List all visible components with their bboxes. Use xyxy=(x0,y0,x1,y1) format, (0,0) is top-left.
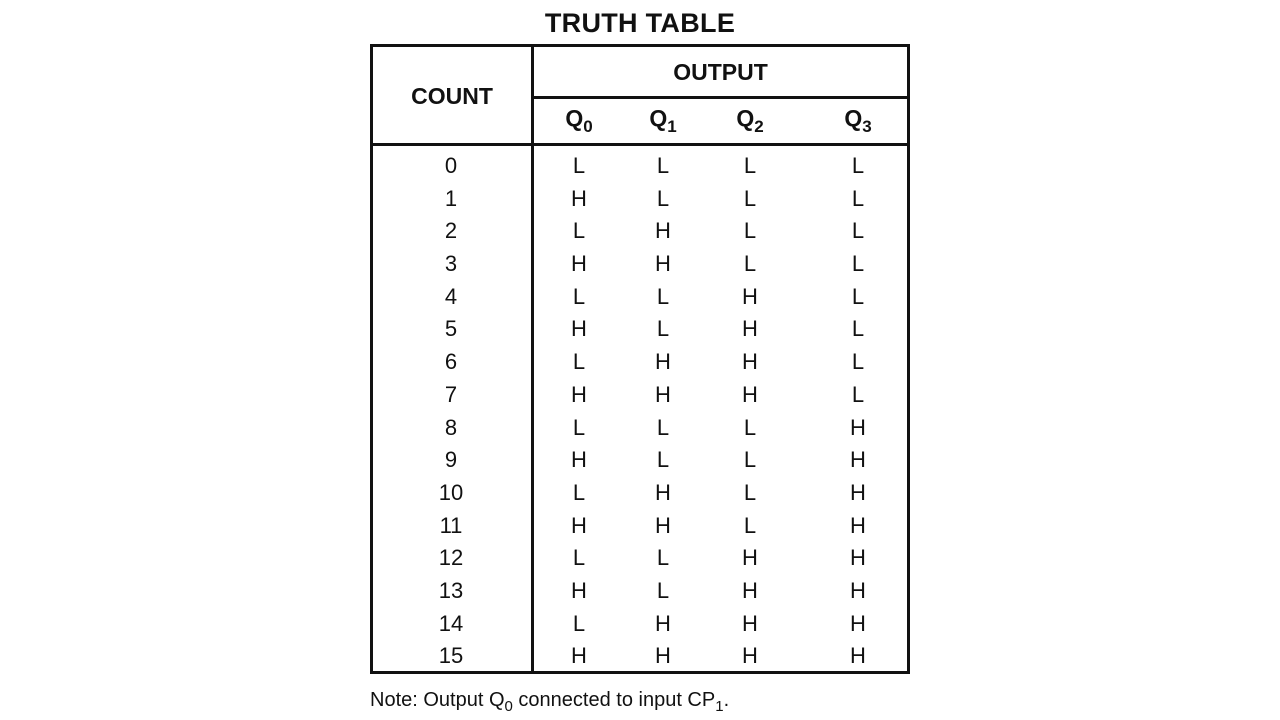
q1-cell: L xyxy=(656,153,670,178)
q3-cell: H xyxy=(850,447,866,473)
q0-cell: L xyxy=(572,218,586,244)
q3-column-header: $Q_3$ xyxy=(844,105,872,136)
q0-cell: H xyxy=(571,643,587,669)
output-header-divider xyxy=(531,96,907,99)
q0-cell: H xyxy=(571,185,587,211)
q1-cell: L xyxy=(656,316,670,342)
q2-cell: H xyxy=(742,316,758,342)
q3-cell: H xyxy=(850,414,866,440)
q0-cell: L xyxy=(572,610,586,636)
q2-cell: L xyxy=(743,185,757,211)
count-cell: 9 xyxy=(444,447,458,473)
q3-cell: L xyxy=(851,153,865,178)
table-row xyxy=(373,412,907,445)
q3-cell: H xyxy=(850,479,866,505)
output-column-group-header: OUTPUT xyxy=(673,59,768,85)
q3-cell: L xyxy=(851,283,865,309)
count-cell: 0 xyxy=(444,153,458,178)
table-row xyxy=(373,379,907,412)
count-column-header: COUNT xyxy=(411,83,493,109)
q2-cell: L xyxy=(743,153,757,178)
q1-cell: H xyxy=(655,610,671,636)
table-row xyxy=(373,477,907,510)
table-row xyxy=(373,215,907,248)
q0-cell: L xyxy=(572,479,586,505)
q3-cell: H xyxy=(850,643,866,669)
q1-cell: H xyxy=(655,512,671,538)
q2-cell: H xyxy=(742,577,758,603)
count-cell: 3 xyxy=(444,251,458,277)
q1-cell: H xyxy=(655,479,671,505)
q1-cell: L xyxy=(656,577,670,603)
q3-cell: L xyxy=(851,316,865,342)
q3-cell: L xyxy=(851,185,865,211)
q1-cell: L xyxy=(656,545,670,571)
table-row xyxy=(373,150,907,183)
q2-cell: L xyxy=(743,251,757,277)
q0-cell: H xyxy=(571,447,587,473)
table-row xyxy=(373,640,907,673)
q0-cell: H xyxy=(571,381,587,407)
header-divider xyxy=(373,143,907,146)
q0-cell: H xyxy=(571,251,587,277)
q2-cell: H xyxy=(742,610,758,636)
q0-cell: L xyxy=(572,283,586,309)
q1-cell: L xyxy=(656,185,670,211)
count-cell: 10 xyxy=(438,479,464,505)
q1-cell: L xyxy=(656,447,670,473)
count-cell: 2 xyxy=(444,218,458,244)
count-cell: 12 xyxy=(438,545,464,571)
q0-cell: L xyxy=(572,414,586,440)
q2-cell: L xyxy=(743,218,757,244)
q2-cell: H xyxy=(742,381,758,407)
count-cell: 5 xyxy=(444,316,458,342)
q2-cell: H xyxy=(742,643,758,669)
table-row xyxy=(373,444,907,477)
q1-cell: H xyxy=(655,218,671,244)
count-cell: 7 xyxy=(444,381,458,407)
q0-cell: H xyxy=(571,512,587,538)
q3-cell: L xyxy=(851,349,865,375)
q2-cell: H xyxy=(742,349,758,375)
q0-cell: H xyxy=(571,316,587,342)
table-row xyxy=(373,510,907,543)
q1-cell: H xyxy=(655,251,671,277)
q0-cell: L xyxy=(572,153,586,178)
q0-cell: H xyxy=(571,577,587,603)
q2-cell: L xyxy=(743,414,757,440)
count-cell: 11 xyxy=(439,512,463,538)
q2-cell: L xyxy=(743,447,757,473)
table-row xyxy=(373,313,907,346)
table-row xyxy=(373,608,907,641)
count-cell: 8 xyxy=(444,414,458,440)
q2-cell: H xyxy=(742,283,758,309)
q0-cell: L xyxy=(572,545,586,571)
q1-cell: L xyxy=(656,283,670,309)
q1-cell: L xyxy=(656,414,670,440)
table-body xyxy=(373,150,907,673)
count-cell: 13 xyxy=(438,577,464,603)
q2-cell: L xyxy=(743,512,757,538)
table-row xyxy=(373,575,907,608)
q1-column-header: $Q_1$ xyxy=(649,105,677,136)
table-row xyxy=(373,183,907,216)
table-row xyxy=(373,248,907,281)
q1-cell: H xyxy=(655,349,671,375)
table-row xyxy=(373,281,907,314)
count-cell: 6 xyxy=(444,349,458,375)
q3-cell: H xyxy=(850,610,866,636)
footnote: Note: Output $Q_0$ connected to input $CP_1$. xyxy=(370,689,730,715)
q3-cell: L xyxy=(851,251,865,277)
count-cell: 4 xyxy=(444,283,458,309)
q0-cell: L xyxy=(572,349,586,375)
count-cell: 1 xyxy=(444,185,458,211)
q2-cell: L xyxy=(743,479,757,505)
table-row xyxy=(373,542,907,575)
q3-cell: H xyxy=(850,577,866,603)
q3-cell: L xyxy=(851,218,865,244)
q2-column-header: $Q_2$ xyxy=(736,105,764,136)
q1-cell: H xyxy=(655,643,671,669)
q3-cell: H xyxy=(850,545,866,571)
truth-table xyxy=(370,44,910,674)
count-cell: 14 xyxy=(438,610,464,636)
q3-cell: L xyxy=(851,381,865,407)
table-row xyxy=(373,346,907,379)
q3-cell: H xyxy=(850,512,866,538)
q1-cell: H xyxy=(655,381,671,407)
q2-cell: H xyxy=(742,545,758,571)
count-cell: 15 xyxy=(438,643,464,669)
q0-column-header: $Q_0$ xyxy=(565,105,593,136)
page-title: TRUTH TABLE xyxy=(544,8,736,38)
